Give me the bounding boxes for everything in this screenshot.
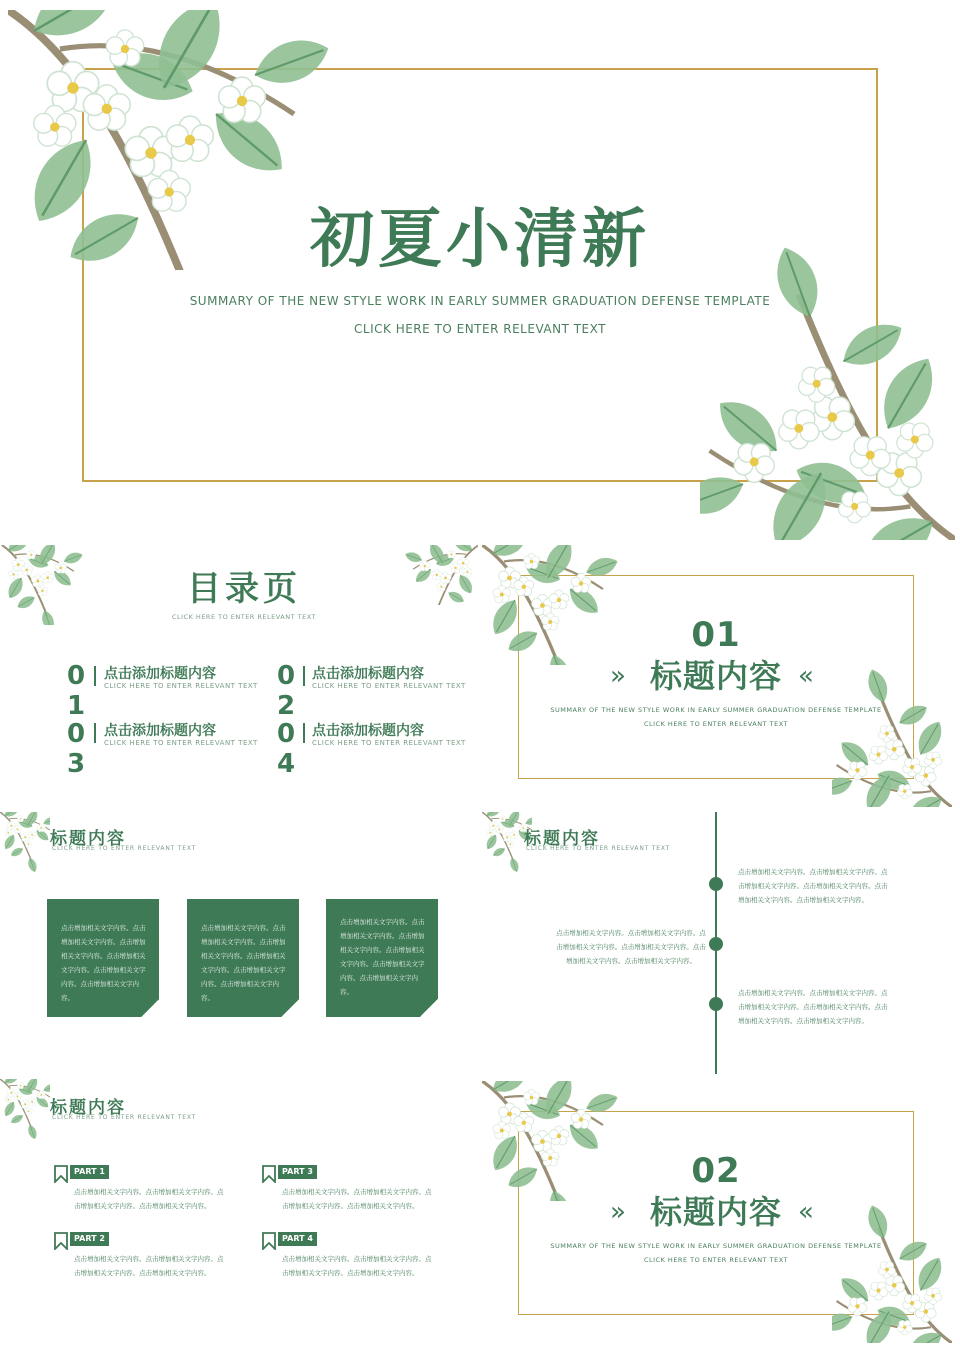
toc-item-2-num-b: 2 <box>276 691 296 721</box>
cover-title: 初夏小清新 <box>310 203 650 277</box>
section-02-right-mark: « <box>798 1197 818 1227</box>
toc-item-3-heading[interactable]: 点击添加标题内容 <box>104 723 216 739</box>
bookmark-icon <box>262 1232 276 1250</box>
cover-slide <box>0 0 960 540</box>
toc-item-2-bar <box>303 666 305 686</box>
part-2-text: 点击增加相关文字内容。点击增加相关文字内容。点击增加相关文字内容。点击增加相关文字内容。 <box>74 1255 224 1277</box>
toc-item-4-heading[interactable]: 点击添加标题内容 <box>312 723 424 739</box>
part-4-text: 点击增加相关文字内容。点击增加相关文字内容。点击增加相关文字内容。点击增加相关文字内容。 <box>282 1255 432 1277</box>
floral-cards-corner <box>0 812 50 882</box>
timeline-text-left-middle: 点击增加相关文字内容。点击增加相关文字内容。点击增加相关文字内容。点击增加相关文字内容。点击增加相关文字内容。点击增加相关文字内容。 <box>556 929 706 965</box>
toc-item-3-num-a: 0 <box>66 719 86 749</box>
part-3-tag[interactable]: PART 3 <box>278 1165 317 1179</box>
toc-item-3-sub: CLICK HERE TO ENTER RELEVANT TEXT <box>104 739 258 747</box>
toc-subtitle: CLICK HERE TO ENTER RELEVANT TEXT <box>171 613 317 621</box>
text-card-2-text: 点击增加相关文字内容。点击增加相关文字内容。点击增加相关文字内容。点击增加相关文字内容。点击增加相关文字内容。点击增加相关文字内容。 <box>201 924 286 1002</box>
section-01-slide <box>482 545 960 807</box>
section-02-hint: CLICK HERE TO ENTER RELEVANT TEXT <box>643 1256 789 1264</box>
parts-slide-subtitle: CLICK HERE TO ENTER RELEVANT TEXT <box>52 1114 197 1121</box>
timeline-slide <box>482 812 960 1074</box>
section-01-number: 01 <box>691 615 741 655</box>
toc-item-2-num-a: 0 <box>276 661 296 691</box>
toc-item-4-num-a: 0 <box>276 719 296 749</box>
timeline-text-right-bottom: 点击增加相关文字内容。点击增加相关文字内容。点击增加相关文字内容。点击增加相关文字内容。点击增加相关文字内容。点击增加相关文字内容。 <box>738 989 888 1025</box>
toc-item-3-num-b: 3 <box>66 749 86 779</box>
text-card-1-text: 点击增加相关文字内容。点击增加相关文字内容。点击增加相关文字内容。点击增加相关文字内容。点击增加相关文字内容。点击增加相关文字内容。 <box>61 924 146 1002</box>
toc-item-4-bar <box>303 723 305 743</box>
toc-item-1-heading[interactable]: 点击添加标题内容 <box>104 666 216 682</box>
text-card-2[interactable] <box>187 899 299 1017</box>
timeline-dot-2[interactable] <box>709 937 723 951</box>
timeline-dot-1[interactable] <box>709 877 723 891</box>
card-1-fold <box>141 999 159 1017</box>
floral-parts-corner <box>0 1079 50 1149</box>
text-card-3-text: 点击增加相关文字内容。点击增加相关文字内容。点击增加相关文字内容。点击增加相关文字内容。点击增加相关文字内容。点击增加相关文字内容。 <box>340 918 425 996</box>
part-3-text: 点击增加相关文字内容。点击增加相关文字内容。点击增加相关文字内容。点击增加相关文字内容。 <box>282 1188 432 1210</box>
part-1-tag[interactable]: PART 1 <box>70 1165 109 1179</box>
card-3-fold <box>420 999 438 1017</box>
toc-slide <box>0 545 478 807</box>
timeline-text-right-top: 点击增加相关文字内容。点击增加相关文字内容。点击增加相关文字内容。点击增加相关文字内容。点击增加相关文字内容。点击增加相关文字内容。 <box>738 868 888 904</box>
part-2-tag[interactable]: PART 2 <box>70 1232 109 1246</box>
section-01-right-mark: « <box>798 661 818 691</box>
bookmark-icon <box>54 1165 68 1183</box>
timeline-slide-title: 标题内容 <box>524 829 600 849</box>
timeline-dot-3[interactable] <box>709 997 723 1011</box>
cards-slide-title: 标题内容 <box>50 829 126 849</box>
section-01-title: 标题内容 <box>649 657 782 695</box>
section-02-slide <box>482 1081 960 1343</box>
card-2-fold <box>281 999 299 1017</box>
part-4-tag[interactable]: PART 4 <box>278 1232 317 1246</box>
toc-item-1-num-b: 1 <box>66 691 86 721</box>
part-1-text: 点击增加相关文字内容。点击增加相关文字内容。点击增加相关文字内容。点击增加相关文字内容。 <box>74 1188 224 1210</box>
toc-item-3-bar <box>94 723 96 743</box>
toc-item-1-bar <box>94 666 96 686</box>
section-01-left-mark: » <box>610 661 630 691</box>
toc-item-1-sub: CLICK HERE TO ENTER RELEVANT TEXT <box>104 682 258 690</box>
bookmark-icon <box>54 1232 68 1250</box>
parts-slide <box>0 1079 478 1341</box>
cover-hint: CLICK HERE TO ENTER RELEVANT TEXT <box>354 322 606 336</box>
section-02-number: 02 <box>691 1151 741 1191</box>
section-02-title: 标题内容 <box>649 1193 782 1231</box>
cards-slide-subtitle: CLICK HERE TO ENTER RELEVANT TEXT <box>52 845 197 852</box>
parts-slide-title: 标题内容 <box>50 1098 126 1118</box>
section-01-hint: CLICK HERE TO ENTER RELEVANT TEXT <box>643 720 789 728</box>
cover-subtitle: SUMMARY OF THE NEW STYLE WORK IN EARLY SUMMER GRADUATION DEFENSE TEMPLATE <box>189 294 771 308</box>
timeline-slide-subtitle: CLICK HERE TO ENTER RELEVANT TEXT <box>526 845 671 852</box>
toc-item-1-num-a: 0 <box>66 661 86 691</box>
bookmark-icon <box>262 1165 276 1183</box>
toc-item-2-sub: CLICK HERE TO ENTER RELEVANT TEXT <box>312 682 466 690</box>
floral-bottom-right-decoration <box>700 245 955 540</box>
toc-item-2-heading[interactable]: 点击添加标题内容 <box>312 666 424 682</box>
toc-item-4-sub: CLICK HERE TO ENTER RELEVANT TEXT <box>312 739 466 747</box>
section-01-subtitle: SUMMARY OF THE NEW STYLE WORK IN EARLY SUMMER GRADUATION DEFENSE TEMPLATE <box>550 706 882 714</box>
toc-item-4-num-b: 4 <box>276 749 296 779</box>
cards-slide <box>0 812 478 1074</box>
toc-title: 目录页 <box>187 569 301 609</box>
text-card-3[interactable] <box>326 899 438 1017</box>
section-02-subtitle: SUMMARY OF THE NEW STYLE WORK IN EARLY SUMMER GRADUATION DEFENSE TEMPLATE <box>550 1242 882 1250</box>
text-card-1[interactable] <box>47 899 159 1017</box>
section-02-left-mark: » <box>610 1197 630 1227</box>
